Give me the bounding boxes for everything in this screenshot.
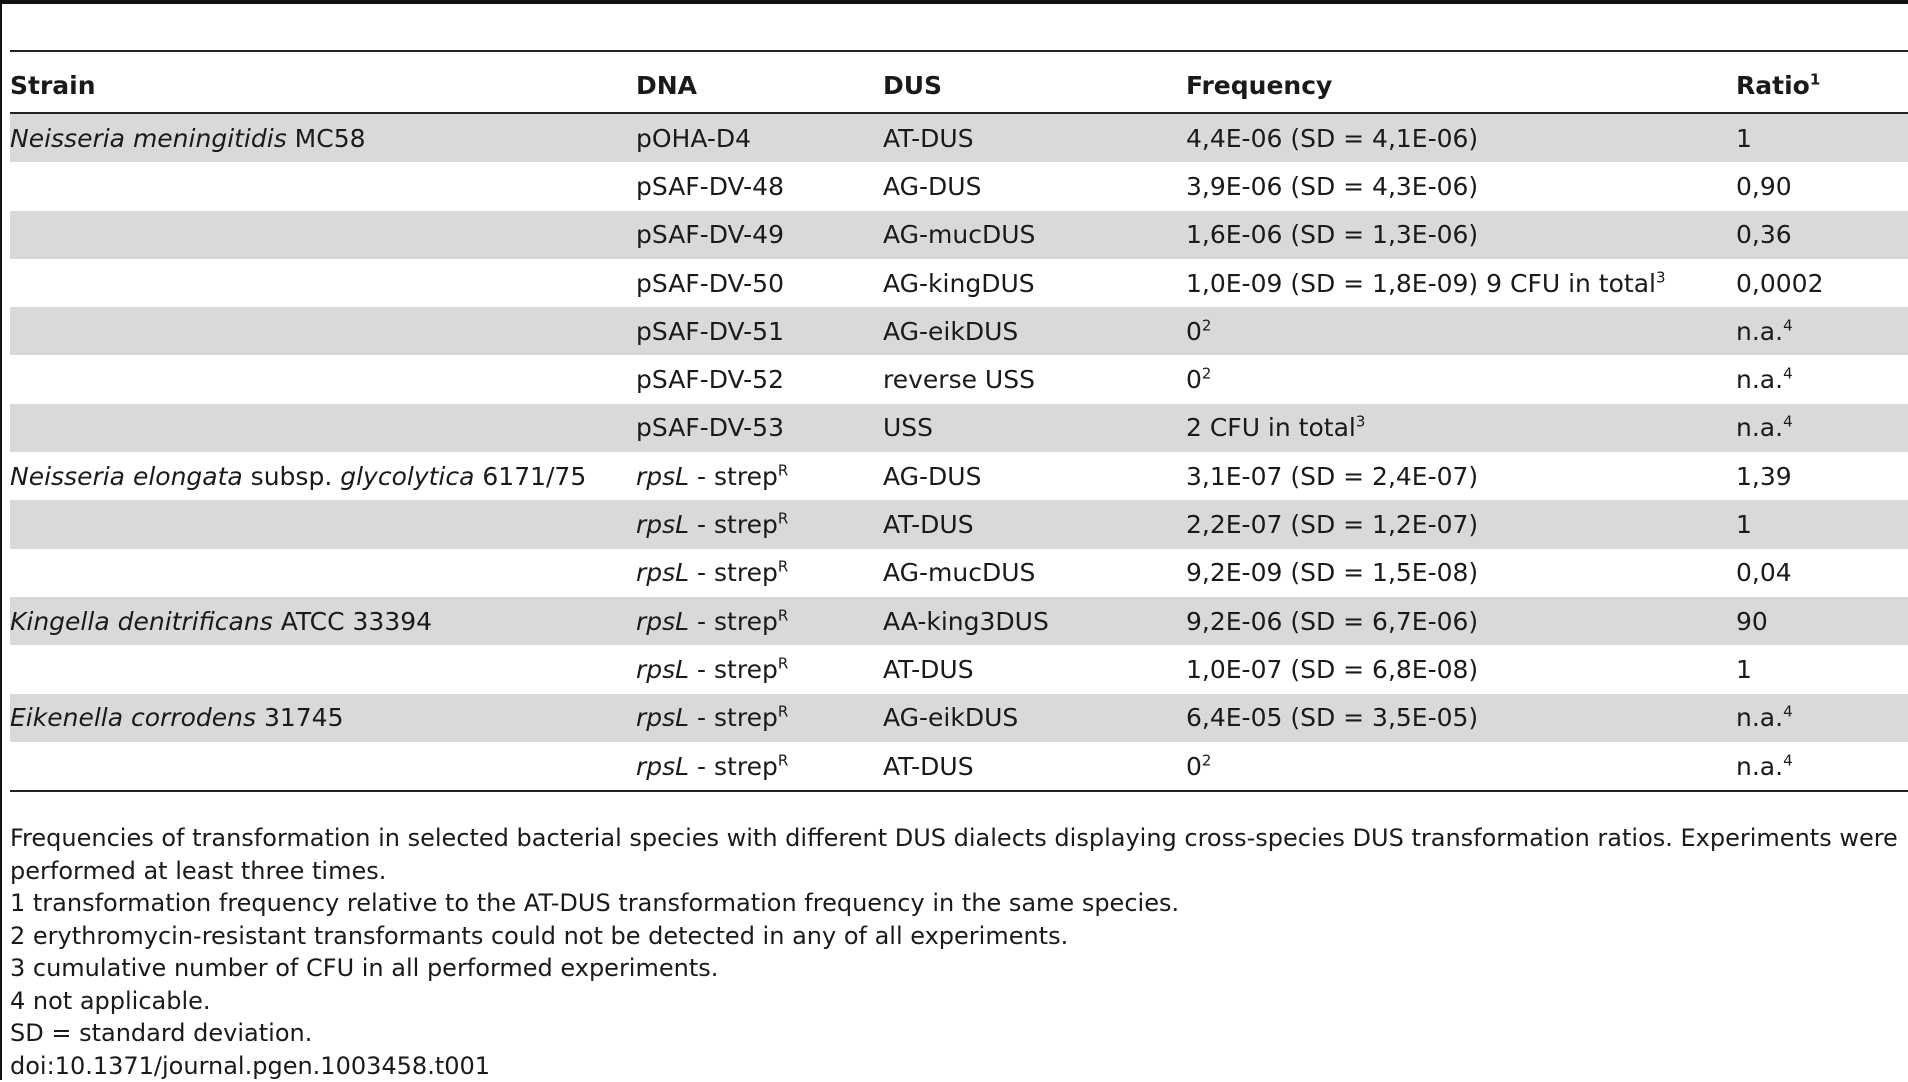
cell-strain <box>10 742 636 791</box>
dna-name: - strep <box>689 558 778 587</box>
frequency-value: 1,0E-09 (SD = 1,8E-09) 9 CFU in total <box>1186 269 1656 298</box>
dna-name: pSAF-DV-52 <box>636 365 784 394</box>
cell-dna <box>636 355 883 403</box>
dus-value: AG-mucDUS <box>883 558 1035 587</box>
dna-superscript: R <box>778 461 788 479</box>
transformation-frequency-table <box>10 58 1908 792</box>
cell-dna <box>636 597 883 645</box>
frequency-value: 9,2E-06 (SD = 6,7E-06) <box>1186 607 1478 636</box>
table-body <box>10 113 1908 791</box>
table-row <box>10 211 1908 259</box>
frequency-value: 1,6E-06 (SD = 1,3E-06) <box>1186 220 1478 249</box>
cell-dna <box>636 645 883 693</box>
strain-id: MC58 <box>287 124 366 153</box>
cell-frequency <box>1186 211 1736 259</box>
frequency-footnote: 2 <box>1202 751 1212 769</box>
table-row <box>10 500 1908 548</box>
cell-dna <box>636 211 883 259</box>
dus-value: AT-DUS <box>883 510 974 539</box>
table-row <box>10 645 1908 693</box>
dus-value: reverse USS <box>883 365 1035 394</box>
frequency-value: 1,0E-07 (SD = 6,8E-08) <box>1186 655 1478 684</box>
table-top-rule <box>10 50 1908 52</box>
dna-superscript: R <box>778 751 788 769</box>
table-row <box>10 307 1908 355</box>
cell-frequency <box>1186 549 1736 597</box>
cell-dus <box>883 113 1186 162</box>
cell-dus <box>883 355 1186 403</box>
cell-strain <box>10 211 636 259</box>
dna-name: pSAF-DV-49 <box>636 220 784 249</box>
footnote-sd: SD = standard deviation. <box>10 1017 1908 1050</box>
cell-strain <box>10 113 636 162</box>
strain-subspecies-name: glycolytica <box>340 462 474 491</box>
frequency-value: 9,2E-09 (SD = 1,5E-08) <box>1186 558 1478 587</box>
dna-superscript: R <box>778 606 788 624</box>
ratio-footnote: 4 <box>1783 703 1793 721</box>
frequency-value: 6,4E-05 (SD = 3,5E-05) <box>1186 703 1478 732</box>
dna-name: pOHA-D4 <box>636 124 751 153</box>
dus-value: AA-king3DUS <box>883 607 1049 636</box>
dus-value: AT-DUS <box>883 752 974 781</box>
strain-species: Neisseria meningitidis <box>10 124 287 153</box>
ratio-value: 1,39 <box>1736 462 1792 491</box>
dna-name: - strep <box>689 655 778 684</box>
cell-dna <box>636 500 883 548</box>
dna-name: pSAF-DV-50 <box>636 269 784 298</box>
dna-name: pSAF-DV-53 <box>636 413 784 442</box>
frequency-value: 0 <box>1186 317 1202 346</box>
cell-strain <box>10 355 636 403</box>
cell-ratio <box>1736 742 1908 791</box>
frequency-footnote: 3 <box>1656 268 1666 286</box>
cell-dus <box>883 597 1186 645</box>
dna-name: pSAF-DV-48 <box>636 172 784 201</box>
dus-value: AG-eikDUS <box>883 703 1018 732</box>
cell-frequency <box>1186 645 1736 693</box>
cell-ratio <box>1736 113 1908 162</box>
dna-gene: rpsL <box>636 462 689 491</box>
dna-gene: rpsL <box>636 607 689 636</box>
table-caption: Frequencies of transformation in selected bacterial species with different DUS dialects displaying cross-species DUS transformation ratios. Experiments were performed at least three times. <box>10 822 1908 887</box>
cell-strain <box>10 259 636 307</box>
frequency-value: 0 <box>1186 365 1202 394</box>
cell-frequency <box>1186 500 1736 548</box>
cell-dna <box>636 549 883 597</box>
dna-gene: rpsL <box>636 655 689 684</box>
frequency-value: 2,2E-07 (SD = 1,2E-07) <box>1186 510 1478 539</box>
ratio-value: 1 <box>1736 510 1752 539</box>
ratio-value: n.a. <box>1736 365 1783 394</box>
frequency-value: 3,9E-06 (SD = 4,3E-06) <box>1186 172 1478 201</box>
ratio-value: n.a. <box>1736 703 1783 732</box>
cell-frequency <box>1186 694 1736 742</box>
table-row <box>10 452 1908 500</box>
cell-dna <box>636 742 883 791</box>
cell-strain <box>10 452 636 500</box>
cell-ratio <box>1736 404 1908 452</box>
left-border <box>0 0 2 1080</box>
dna-name: - strep <box>689 703 778 732</box>
cell-dna <box>636 452 883 500</box>
frequency-footnote: 3 <box>1356 413 1366 431</box>
top-border <box>0 0 1908 4</box>
strain-id: 6171/75 <box>474 462 586 491</box>
ratio-footnote: 4 <box>1783 317 1793 335</box>
header-ratio-footnote: 1 <box>1810 70 1820 88</box>
header-ratio <box>1736 58 1908 113</box>
cell-dus <box>883 500 1186 548</box>
cell-ratio <box>1736 645 1908 693</box>
cell-strain <box>10 307 636 355</box>
frequency-footnote: 2 <box>1202 317 1212 335</box>
dna-name: - strep <box>689 607 778 636</box>
strain-species: Eikenella corrodens <box>10 703 256 732</box>
cell-dus <box>883 742 1186 791</box>
header-dna: DNA <box>636 58 883 113</box>
cell-frequency <box>1186 597 1736 645</box>
dna-gene: rpsL <box>636 703 689 732</box>
strain-species: Kingella denitrificans <box>10 607 273 636</box>
dna-gene: rpsL <box>636 752 689 781</box>
dus-value: AG-eikDUS <box>883 317 1018 346</box>
ratio-value: 0,36 <box>1736 220 1792 249</box>
cell-dus <box>883 694 1186 742</box>
cell-dus <box>883 452 1186 500</box>
table-row <box>10 742 1908 791</box>
dus-value: USS <box>883 413 933 442</box>
table-row <box>10 162 1908 210</box>
dus-value: AG-kingDUS <box>883 269 1035 298</box>
dna-superscript: R <box>778 510 788 528</box>
cell-ratio <box>1736 162 1908 210</box>
table-header-row <box>10 58 1908 113</box>
cell-ratio <box>1736 355 1908 403</box>
dus-value: AG-DUS <box>883 172 981 201</box>
cell-ratio <box>1736 694 1908 742</box>
cell-frequency <box>1186 307 1736 355</box>
cell-frequency <box>1186 404 1736 452</box>
cell-dna <box>636 259 883 307</box>
dus-value: AT-DUS <box>883 655 974 684</box>
dna-name: - strep <box>689 510 778 539</box>
strain-id: 31745 <box>256 703 343 732</box>
cell-dus <box>883 404 1186 452</box>
frequency-value: 2 CFU in total <box>1186 413 1356 442</box>
cell-dus <box>883 259 1186 307</box>
footnote-3: 3 cumulative number of CFU in all performed experiments. <box>10 952 1908 985</box>
cell-ratio <box>1736 597 1908 645</box>
dus-value: AG-mucDUS <box>883 220 1035 249</box>
cell-ratio <box>1736 549 1908 597</box>
cell-ratio <box>1736 307 1908 355</box>
ratio-footnote: 4 <box>1783 751 1793 769</box>
cell-dus <box>883 211 1186 259</box>
dna-gene: rpsL <box>636 558 689 587</box>
cell-frequency <box>1186 742 1736 791</box>
header-ratio-label: Ratio <box>1736 71 1810 100</box>
cell-strain <box>10 597 636 645</box>
table-row <box>10 549 1908 597</box>
footnote-2: 2 erythromycin-resistant transformants could not be detected in any of all experiments. <box>10 920 1908 953</box>
table-footnotes <box>10 822 1908 1082</box>
dna-name: - strep <box>689 462 778 491</box>
cell-frequency <box>1186 355 1736 403</box>
frequency-value: 4,4E-06 (SD = 4,1E-06) <box>1186 124 1478 153</box>
cell-strain <box>10 500 636 548</box>
ratio-footnote: 4 <box>1783 413 1793 431</box>
table-row <box>10 259 1908 307</box>
table-row <box>10 694 1908 742</box>
cell-strain <box>10 645 636 693</box>
ratio-value: 0,04 <box>1736 558 1792 587</box>
strain-subsp: subsp. <box>243 462 340 491</box>
dna-gene: rpsL <box>636 510 689 539</box>
ratio-value: n.a. <box>1736 752 1783 781</box>
cell-dus <box>883 307 1186 355</box>
cell-ratio <box>1736 452 1908 500</box>
header-frequency: Frequency <box>1186 58 1736 113</box>
table-row <box>10 404 1908 452</box>
strain-id: ATCC 33394 <box>273 607 432 636</box>
frequency-footnote: 2 <box>1202 365 1212 383</box>
cell-dus <box>883 549 1186 597</box>
dna-superscript: R <box>778 558 788 576</box>
ratio-value: 0,90 <box>1736 172 1792 201</box>
cell-ratio <box>1736 211 1908 259</box>
cell-ratio <box>1736 259 1908 307</box>
cell-dna <box>636 113 883 162</box>
cell-ratio <box>1736 500 1908 548</box>
cell-frequency <box>1186 452 1736 500</box>
cell-frequency <box>1186 259 1736 307</box>
footnote-4: 4 not applicable. <box>10 985 1908 1018</box>
dna-superscript: R <box>778 703 788 721</box>
ratio-footnote: 4 <box>1783 365 1793 383</box>
header-strain: Strain <box>10 58 636 113</box>
cell-dna <box>636 307 883 355</box>
strain-species: Neisseria elongata <box>10 462 243 491</box>
table-row <box>10 597 1908 645</box>
cell-dus <box>883 162 1186 210</box>
cell-strain <box>10 404 636 452</box>
cell-dus <box>883 645 1186 693</box>
ratio-value: 1 <box>1736 124 1752 153</box>
dus-value: AG-DUS <box>883 462 981 491</box>
dna-name: pSAF-DV-51 <box>636 317 784 346</box>
ratio-value: 90 <box>1736 607 1768 636</box>
ratio-value: 1 <box>1736 655 1752 684</box>
cell-frequency <box>1186 113 1736 162</box>
cell-dna <box>636 404 883 452</box>
frequency-value: 3,1E-07 (SD = 2,4E-07) <box>1186 462 1478 491</box>
cell-dna <box>636 694 883 742</box>
table-row <box>10 113 1908 162</box>
ratio-value: 0,0002 <box>1736 269 1823 298</box>
cell-dna <box>636 162 883 210</box>
frequency-value: 0 <box>1186 752 1202 781</box>
cell-strain <box>10 549 636 597</box>
table-row <box>10 355 1908 403</box>
cell-strain <box>10 162 636 210</box>
cell-frequency <box>1186 162 1736 210</box>
doi-reference: doi:10.1371/journal.pgen.1003458.t001 <box>10 1050 1908 1082</box>
dus-value: AT-DUS <box>883 124 974 153</box>
footnote-1: 1 transformation frequency relative to the AT-DUS transformation frequency in the same species. <box>10 887 1908 920</box>
ratio-value: n.a. <box>1736 413 1783 442</box>
header-dus: DUS <box>883 58 1186 113</box>
ratio-value: n.a. <box>1736 317 1783 346</box>
dna-superscript: R <box>778 655 788 673</box>
dna-name: - strep <box>689 752 778 781</box>
cell-strain <box>10 694 636 742</box>
